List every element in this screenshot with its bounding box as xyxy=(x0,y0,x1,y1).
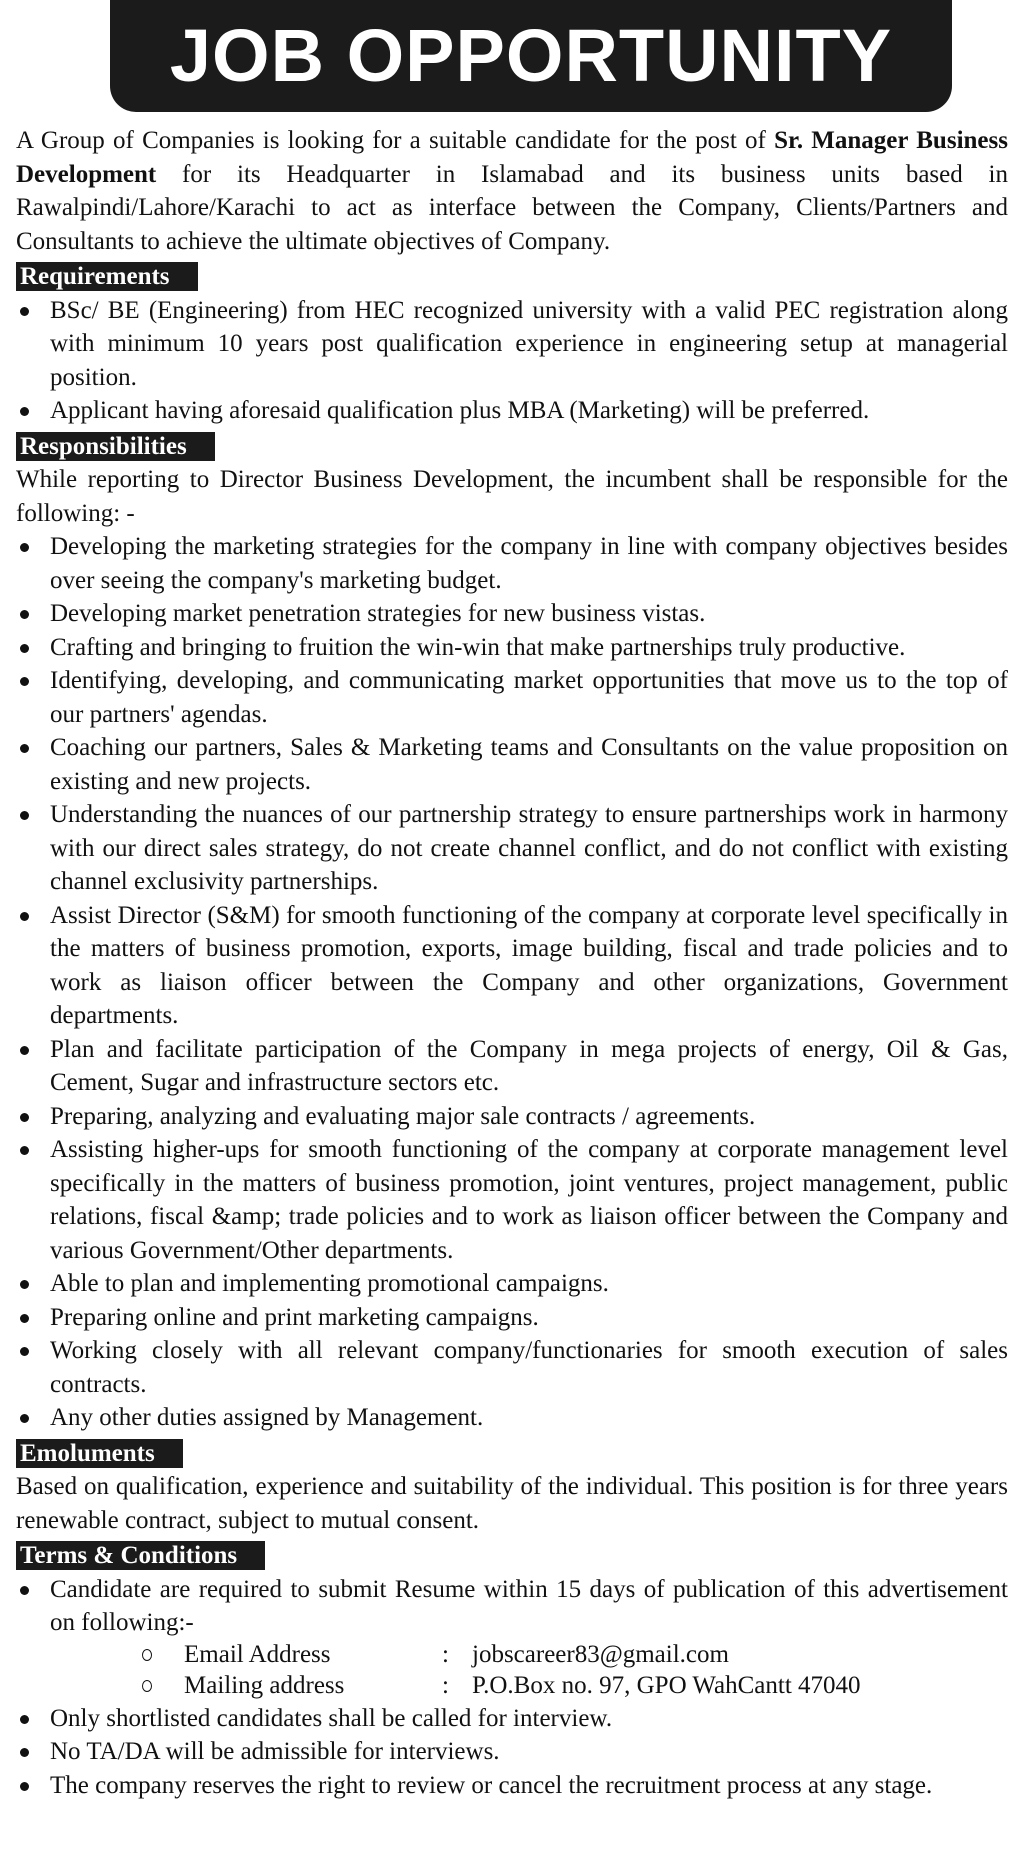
list-item: Crafting and bringing to fruition the win-win that make partnerships truly productive. xyxy=(16,631,1008,665)
circle-bullet-icon xyxy=(142,1649,152,1661)
terms-list-continued xyxy=(16,1702,1008,1803)
mailing-address: P.O.Box no. 97, GPO WahCantt 47040 xyxy=(472,1672,861,1700)
requirements-heading: Requirements xyxy=(16,262,198,291)
list-item: Only shortlisted candidates shall be called for interview. xyxy=(16,1702,1008,1736)
contact-colon: : xyxy=(442,1641,449,1669)
page-title: JOB OPPORTUNITY xyxy=(169,14,893,97)
contact-label: Mailing address xyxy=(184,1672,345,1700)
list-item: Coaching our partners, Sales & Marketing teams and Consultants on the value proposition on existing and new projects. xyxy=(16,731,1008,798)
list-item: Assist Director (S&M) for smooth functioning of the company at corporate level specifically in the matters of business promotion, exports, image building, fiscal and trade policies and to work as liaison officer between the Company and other organizations, Government departments. xyxy=(16,899,1008,1033)
intro-paragraph xyxy=(16,124,1008,258)
list-item: Candidate are required to submit Resume within 15 days of publication of this advertisement on following:- xyxy=(16,1573,1008,1640)
list-item: Developing market penetration strategies for new business vistas. xyxy=(16,597,1008,631)
list-item: Preparing, analyzing and evaluating major sale contracts / agreements. xyxy=(16,1100,1008,1134)
ad-body xyxy=(16,124,1008,1802)
contact-row-mail xyxy=(16,1671,1008,1702)
emoluments-heading: Emoluments xyxy=(16,1439,183,1468)
contact-row-email xyxy=(16,1640,1008,1671)
list-item: Identifying, developing, and communicating market opportunities that move us to the top of our partners' agendas. xyxy=(16,664,1008,731)
list-item: BSc/ BE (Engineering) from HEC recognized university with a valid PEC registration along with minimum 10 years post qualification experience in engineering setup at managerial position. xyxy=(16,294,1008,395)
title-banner xyxy=(110,0,952,112)
post-title: Sr. Manager Business Development xyxy=(16,127,1008,188)
requirements-list xyxy=(16,294,1008,428)
list-item: Able to plan and implementing promotional campaigns. xyxy=(16,1267,1008,1301)
list-item: Developing the marketing strategies for the company in line with company objectives besides over seeing the company's marketing budget. xyxy=(16,530,1008,597)
emoluments-text: Based on qualification, experience and suitability of the individual. This position is for three years renewable contract, subject to mutual consent. xyxy=(16,1473,1008,1534)
list-item: Preparing online and print marketing campaigns. xyxy=(16,1301,1008,1335)
terms-heading: Terms & Conditions xyxy=(16,1541,265,1570)
email-address[interactable]: jobscareer83@gmail.com xyxy=(472,1641,729,1669)
list-item: Assisting higher-ups for smooth functioning of the company at corporate management level specifically in the matters of business promotion, joint ventures, project management, public relations, fiscal &amp; trade policies and to work as liaison officer between the Company and various Government/Other departments. xyxy=(16,1133,1008,1267)
list-item: Applicant having aforesaid qualification plus MBA (Marketing) will be preferred. xyxy=(16,394,1008,428)
responsibilities-list xyxy=(16,530,1008,1435)
responsibilities-heading: Responsibilities xyxy=(16,432,215,461)
contact-colon: : xyxy=(442,1672,449,1700)
contact-label: Email Address xyxy=(184,1641,331,1669)
list-item: Plan and facilitate participation of the Company in mega projects of energy, Oil & Gas, Cement, Sugar and infrastructure sectors etc. xyxy=(16,1033,1008,1100)
circle-bullet-icon xyxy=(142,1680,152,1692)
list-item: Understanding the nuances of our partnership strategy to ensure partnerships work in harmony with our direct sales strategy, do not create channel conflict, and do not conflict with existing channel exclusivity partnerships. xyxy=(16,798,1008,899)
list-item: Any other duties assigned by Management. xyxy=(16,1401,1008,1435)
intro-text-start: A Group of Companies is looking for a suitable candidate for the post of xyxy=(16,127,775,154)
list-item: Working closely with all relevant company/functionaries for smooth execution of sales contracts. xyxy=(16,1334,1008,1401)
terms-list xyxy=(16,1573,1008,1640)
list-item: No TA/DA will be admissible for interviews. xyxy=(16,1735,1008,1769)
intro-text-end: for its Headquarter in Islamabad and its business units based in Rawalpindi/Lahore/Karachi to act as interface between the Company, Clients/Partners and Consultants to achieve the ultimate objectives of Company. xyxy=(16,160,1008,255)
responsibilities-intro: While reporting to Director Business Development, the incumbent shall be responsible for the following: - xyxy=(16,466,1008,527)
list-item: The company reserves the right to review or cancel the recruitment process at any stage. xyxy=(16,1769,1008,1803)
